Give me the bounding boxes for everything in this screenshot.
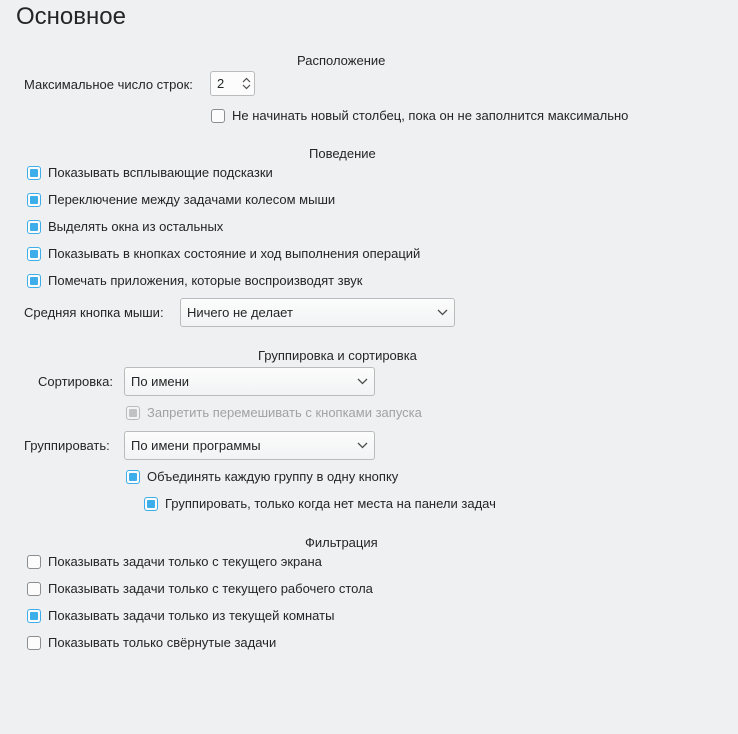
keep-launchers-label: Запретить перемешивать с кнопками запуска (147, 405, 422, 420)
checkbox-box[interactable] (27, 274, 41, 288)
filter-minimized-label: Показывать только свёрнутые задачи (48, 635, 277, 650)
group-only-when-full-label: Группировать, только когда нет места на панели задач (165, 496, 496, 511)
layout-section-header: Расположение (297, 53, 386, 68)
group-value: По имени программы (131, 438, 261, 453)
chevron-down-icon (242, 84, 251, 90)
show-progress-checkbox[interactable] (27, 246, 420, 261)
max-rows-label: Максимальное число строк: (24, 77, 193, 92)
max-rows-spinbox[interactable] (210, 71, 255, 96)
filter-current-screen-checkbox[interactable] (27, 554, 322, 569)
no-new-column-label: Не начинать новый столбец, пока он не заполнится максимально (232, 108, 629, 123)
grouping-section-header: Группировка и сортировка (258, 348, 417, 363)
group-only-when-full-checkbox[interactable] (144, 496, 496, 511)
checkbox-box[interactable] (27, 555, 41, 569)
checkbox-box[interactable] (27, 582, 41, 596)
sort-value: По имени (131, 374, 190, 389)
wheel-switch-checkbox[interactable] (27, 192, 335, 207)
chevron-down-icon (350, 442, 374, 449)
sort-label: Сортировка: (38, 374, 113, 389)
chevron-up-icon (242, 77, 251, 83)
filter-current-screen-label: Показывать задачи только с текущего экрана (48, 554, 322, 569)
checkbox-box[interactable] (27, 193, 41, 207)
highlight-windows-label: Выделять окна из остальных (48, 219, 224, 234)
checkbox-box[interactable] (126, 406, 140, 420)
checkbox-box[interactable] (27, 166, 41, 180)
checkbox-box[interactable] (126, 470, 140, 484)
group-label: Группировать: (24, 438, 110, 453)
spin-arrows[interactable] (238, 77, 254, 90)
filter-minimized-checkbox[interactable] (27, 635, 276, 650)
group-combobox[interactable] (124, 431, 375, 460)
page-title: Основное (16, 3, 126, 30)
middle-click-value: Ничего не делает (187, 305, 293, 320)
checkbox-box[interactable] (211, 109, 225, 123)
behavior-section-header: Поведение (309, 146, 376, 161)
middle-click-label: Средняя кнопка мыши: (24, 305, 164, 320)
keep-launchers-checkbox[interactable] (126, 405, 422, 420)
checkbox-box[interactable] (27, 247, 41, 261)
show-tooltips-label: Показывать всплывающие подсказки (48, 165, 273, 180)
middle-click-combobox[interactable] (180, 298, 455, 327)
highlight-windows-checkbox[interactable] (27, 219, 223, 234)
sort-combobox[interactable] (124, 367, 375, 396)
max-rows-value: 2 (217, 76, 225, 91)
combine-group-label: Объединять каждую группу в одну кнопку (147, 469, 399, 484)
filter-section-header: Фильтрация (305, 535, 378, 550)
filter-current-activity-label: Показывать задачи только из текущей комнаты (48, 608, 335, 623)
filter-current-desktop-checkbox[interactable] (27, 581, 373, 596)
checkbox-box[interactable] (27, 220, 41, 234)
show-progress-label: Показывать в кнопках состояние и ход выполнения операций (48, 246, 421, 261)
checkbox-box[interactable] (27, 609, 41, 623)
chevron-down-icon (430, 309, 454, 316)
mark-audio-checkbox[interactable] (27, 273, 362, 288)
combine-group-checkbox[interactable] (126, 469, 398, 484)
checkbox-box[interactable] (144, 497, 158, 511)
wheel-switch-label: Переключение между задачами колесом мыши (48, 192, 336, 207)
chevron-down-icon (350, 378, 374, 385)
show-tooltips-checkbox[interactable] (27, 165, 273, 180)
checkbox-box[interactable] (27, 636, 41, 650)
filter-current-desktop-label: Показывать задачи только с текущего рабочего стола (48, 581, 373, 596)
filter-current-activity-checkbox[interactable] (27, 608, 334, 623)
mark-audio-label: Помечать приложения, которые воспроизводят звук (48, 273, 363, 288)
no-new-column-checkbox[interactable] (211, 108, 628, 123)
